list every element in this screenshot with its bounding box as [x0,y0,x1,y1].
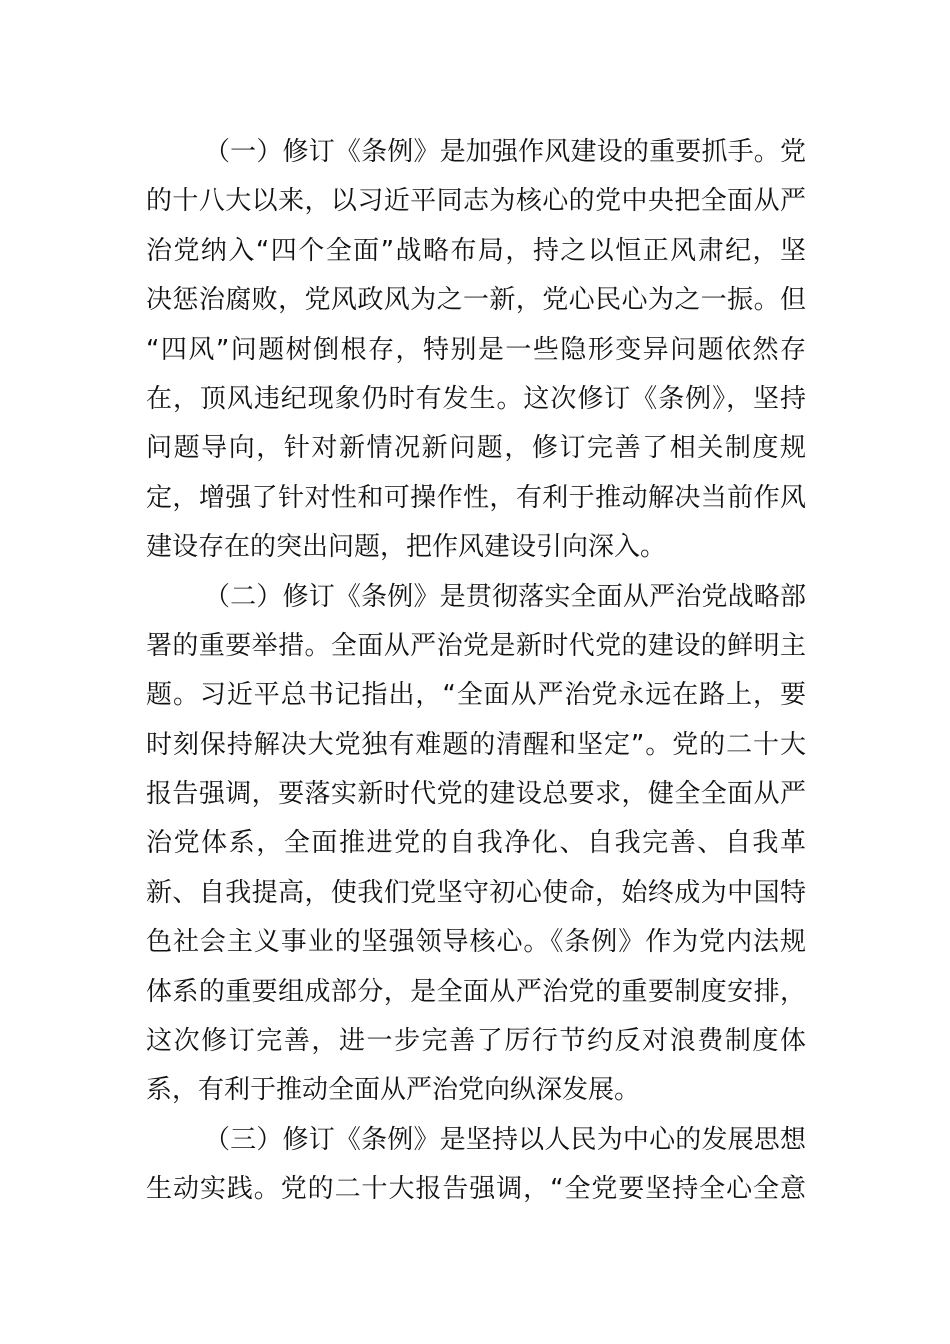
text-line: 署的重要举措。全面从严治党是新时代党的建设的鲜明主 [146,630,806,661]
paragraph-1 [146,128,806,573]
text-line: “四风”问题树倒根存，特别是一些隐形变异问题依然存 [146,334,806,365]
text-line: 在，顶风违纪现象仍时有发生。这次修订《条例》，坚持 [146,383,806,414]
text-line: 报告强调，要落实新时代党的建设总要求，健全全面从严 [146,779,806,810]
document-body [146,128,806,1215]
text-line: （三）修订《条例》是坚持以人民为中心的发展思想 [204,1124,806,1155]
text-line: 治党体系，全面推进党的自我净化、自我完善、自我革 [146,828,806,859]
text-line: 生动实践。党的二十大报告强调，“全党要坚持全心全意 [146,1174,806,1205]
text-line: （二）修订《条例》是贯彻落实全面从严治党战略部 [204,581,806,612]
text-line: 新、自我提高，使我们党坚守初心使命，始终成为中国特 [146,877,806,908]
paragraph-3 [146,1116,806,1215]
text-line: 问题导向，针对新情况新问题，修订完善了相关制度规 [146,433,806,464]
text-line: 的十八大以来，以习近平同志为核心的党中央把全面从严 [146,186,806,217]
text-line: 治党纳入“四个全面”战略布局，持之以恒正风肃纪，坚 [146,235,806,266]
text-line: 题。习近平总书记指出，“全面从严治党永远在路上，要 [146,680,806,711]
text-line: 体系的重要组成部分，是全面从严治党的重要制度安排， [146,976,806,1007]
text-line: 色社会主义事业的坚强领导核心。《条例》作为党内法规 [146,927,806,958]
text-line: 系，有利于推动全面从严治党向纵深发展。 [146,1075,641,1106]
text-line: 建设存在的突出问题，把作风建设引向深入。 [146,532,667,563]
text-line: 定，增强了针对性和可操作性，有利于推动解决当前作风 [146,482,806,513]
text-line: 这次修订完善，进一步完善了厉行节约反对浪费制度体 [146,1026,806,1057]
text-line: 时刻保持解决大党独有难题的清醒和坚定”。党的二十大 [146,729,806,760]
text-line: 决惩治腐败，党风政风为之一新，党心民心为之一振。但 [146,285,806,316]
paragraph-2 [146,573,806,1116]
text-line: （一）修订《条例》是加强作风建设的重要抓手。党 [204,137,806,167]
